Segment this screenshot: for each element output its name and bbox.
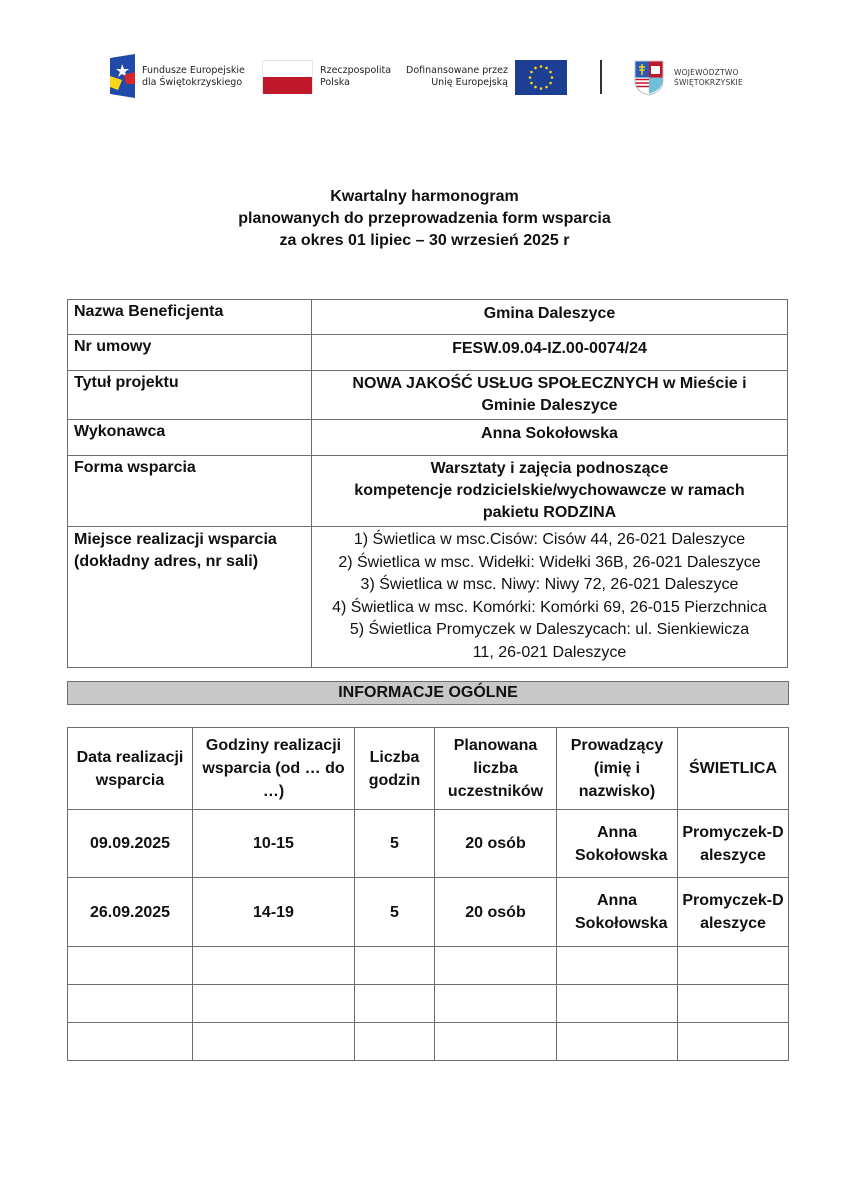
eu-star-icon <box>534 86 537 89</box>
title-line2: planowanych do przeprowadzenia form wsparcia <box>238 210 611 227</box>
cell-hour-count <box>355 985 435 1023</box>
location-label: Miejsce realizacji wsparcia (dokładny adres, nr sali) <box>68 527 312 668</box>
voiv-logo-text <box>674 68 743 88</box>
col-header-hour-count: Liczba godzin <box>355 728 435 810</box>
eu-flag-icon <box>515 60 567 95</box>
voiv-logo-line2: ŚWIĘTOKRZYSKIE <box>674 78 743 87</box>
cell-date: 26.09.2025 <box>68 878 193 947</box>
cell-center: Promyczek-Daleszyce <box>678 878 789 947</box>
section-header-general-info: INFORMACJE OGÓLNE <box>67 681 789 705</box>
fundusze-europejskie-logo-icon <box>108 54 138 98</box>
location-item: 5) Świetlica Promyczek w Daleszycach: ul. Sienkiewicza 11, 26-021 Daleszyce <box>349 621 750 661</box>
schedule-table <box>67 727 789 1061</box>
cell-date: 09.09.2025 <box>68 810 193 878</box>
cell-hour-count: 5 <box>355 878 435 947</box>
eu-star-icon <box>549 71 552 74</box>
eu-star-icon <box>551 76 554 79</box>
location-item: 3) Świetlica w msc. Niwy: Niwy 72, 26-021 Daleszyce <box>360 576 739 594</box>
coat-of-arms-icon <box>634 60 664 96</box>
eu-star-icon <box>534 67 537 70</box>
cell-participants <box>435 985 557 1023</box>
eu-logo-line1: Dofinansowane przez <box>406 65 508 76</box>
title-line3: za okres 01 lipiec – 30 wrzesień 2025 r <box>279 232 570 249</box>
cell-center <box>678 947 789 985</box>
cell-participants <box>435 1023 557 1061</box>
cell-hour-count <box>355 1023 435 1061</box>
cell-center <box>678 985 789 1023</box>
cell-hour-count <box>355 947 435 985</box>
eu-star-icon <box>540 65 543 68</box>
cell-center <box>678 1023 789 1061</box>
rp-logo-line2: Polska <box>320 77 350 88</box>
beneficiary-value: Gmina Daleszyce <box>312 300 788 335</box>
info-row-support-form <box>68 456 788 527</box>
eu-star-icon <box>540 87 543 90</box>
cell-instructor <box>557 947 678 985</box>
rp-logo-line1: Rzeczpospolita <box>320 65 392 76</box>
document-title <box>0 186 849 252</box>
cell-date <box>68 1023 193 1061</box>
eu-star-icon <box>530 71 533 74</box>
cell-instructor: Anna Sokołowska <box>557 878 678 947</box>
col-header-date: Data realizacji wsparcia <box>68 728 193 810</box>
cell-hour-count: 5 <box>355 810 435 878</box>
fe-logo-text <box>142 65 245 89</box>
cell-hours <box>193 1023 355 1061</box>
table-row-empty <box>68 1023 789 1061</box>
cell-participants: 20 osób <box>435 810 557 878</box>
eu-star-icon <box>545 86 548 89</box>
cell-center: Promyczek-Daleszyce <box>678 810 789 878</box>
cell-instructor: Anna Sokołowska <box>557 810 678 878</box>
cell-instructor <box>557 985 678 1023</box>
cell-participants: 20 osób <box>435 878 557 947</box>
col-header-participants: Planowana liczba uczestników <box>435 728 557 810</box>
eu-star-icon <box>529 76 532 79</box>
contract-label: Nr umowy <box>68 335 312 371</box>
cell-hours <box>193 947 355 985</box>
cell-hours: 10-15 <box>193 810 355 878</box>
contractor-value: Anna Sokołowska <box>312 420 788 456</box>
location-item: 2) Świetlica w msc. Widełki: Widełki 36B, 26-021 Daleszyce <box>338 553 761 571</box>
eu-star-icon <box>530 82 533 85</box>
contractor-label: Wykonawca <box>68 420 312 456</box>
col-header-instructor: Prowadzący (imię i nazwisko) <box>557 728 678 810</box>
support-form-label: Forma wsparcia <box>68 456 312 527</box>
support-form-line2: kompetencje rodzicielskie/wychowawcze w ramach pakietu RODZINA <box>354 482 745 521</box>
info-row-beneficiary <box>68 300 788 335</box>
info-row-contract <box>68 335 788 371</box>
cell-date <box>68 985 193 1023</box>
eu-star-icon <box>545 67 548 70</box>
fe-logo-line2: dla Świętokrzyskiego <box>142 77 243 88</box>
table-row-empty <box>68 947 789 985</box>
rp-logo-text <box>320 65 391 89</box>
info-row-contractor <box>68 420 788 456</box>
info-row-location <box>68 527 788 668</box>
voiv-logo-line1: WOJEWÓDZTWO <box>674 68 739 77</box>
title-line1: Kwartalny harmonogram <box>330 188 519 205</box>
project-label: Tytuł projektu <box>68 371 312 420</box>
eu-logo-line2: Unię Europejską <box>431 77 508 88</box>
project-value: NOWA JAKOŚĆ USŁUG SPOŁECZNYCH w Mieście i Gminie Daleszyce <box>312 371 788 420</box>
cell-date <box>68 947 193 985</box>
location-item: 4) Świetlica w msc. Komórki: Komórki 69, 26-015 Pierzchnica <box>332 598 767 616</box>
logo-bar <box>0 0 849 110</box>
location-list <box>312 527 788 668</box>
logo-divider <box>600 60 602 94</box>
polish-flag-icon <box>262 60 313 94</box>
beneficiary-label: Nazwa Beneficjenta <box>68 300 312 335</box>
col-header-center: ŚWIETLICA <box>678 728 789 810</box>
fe-logo-line1: Fundusze Europejskie <box>142 65 245 76</box>
project-info-table <box>67 299 788 668</box>
contract-value: FESW.09.04-IZ.00-0074/24 <box>312 335 788 371</box>
table-row-empty <box>68 985 789 1023</box>
support-form-line1: Warsztaty i zajęcia podnoszące <box>430 460 669 477</box>
cell-participants <box>435 947 557 985</box>
table-row <box>68 878 789 947</box>
table-row <box>68 810 789 878</box>
support-form-value <box>312 456 788 527</box>
schedule-header-row <box>68 728 789 810</box>
info-row-project <box>68 371 788 420</box>
location-item: 1) Świetlica w msc.Cisów: Cisów 44, 26-021 Daleszyce <box>353 531 746 548</box>
cell-instructor <box>557 1023 678 1061</box>
cell-hours: 14-19 <box>193 878 355 947</box>
col-header-hours: Godziny realizacji wsparcia (od … do …) <box>193 728 355 810</box>
cell-hours <box>193 985 355 1023</box>
eu-logo-text <box>400 65 508 89</box>
eu-star-icon <box>549 82 552 85</box>
